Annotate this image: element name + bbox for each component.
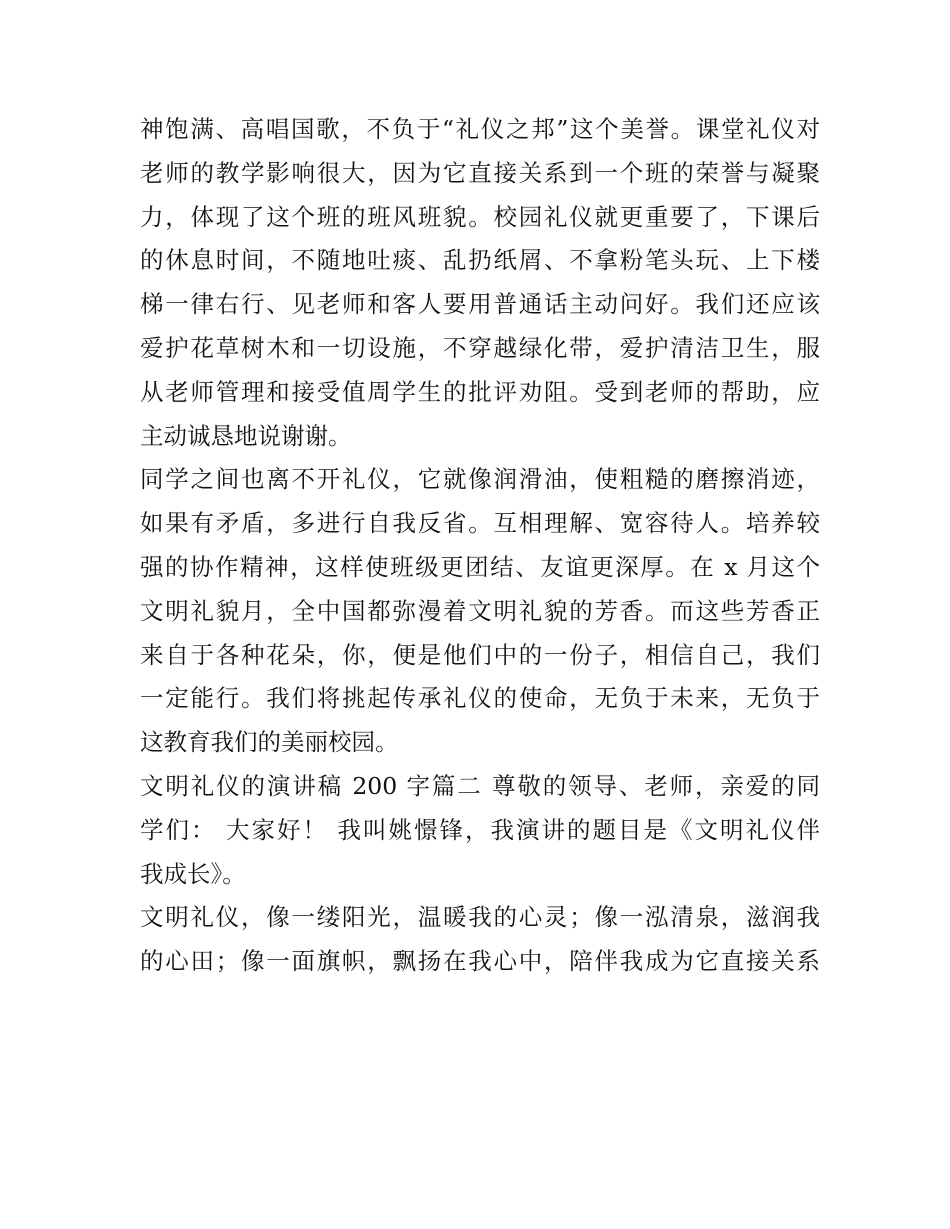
text-line: 强的协作精神，这样使班级更团结、友谊更深厚。在 x 月这个 (140, 552, 820, 581)
text-line: 的休息时间，不随地吐痰、乱扔纸屑、不拿粉笔头玩、上下楼 (140, 246, 820, 275)
text-line: 老师的教学影响很大，因为它直接关系到一个班的荣誉与凝聚 (140, 158, 820, 187)
text-line: 从老师管理和接受值周学生的批评劝阻。受到老师的帮助，应 (140, 377, 820, 406)
text-line: 同学之间也离不开礼仪，它就像润滑油，使粗糙的磨擦消迹， (140, 465, 820, 494)
paragraph-4 (140, 896, 820, 984)
text-line: 爱护花草树木和一切设施，不穿越绿化带，爱护清洁卫生，服 (140, 333, 820, 362)
text-line: 这教育我们的美丽校园。 (140, 728, 399, 757)
paragraph-1 (140, 108, 820, 458)
text-line: 的心田；像一面旗帜，飘扬在我心中，陪伴我成为它直接关系 (140, 947, 820, 976)
text-line: 力，体现了这个班的班风班貌。校园礼仪就更重要了，下课后 (140, 202, 820, 231)
text-line: 我成长》。 (140, 859, 246, 888)
paragraph-2 (140, 458, 820, 765)
text-line: 文明礼仪的演讲稿 200 字篇二 尊敬的领导、老师，亲爱的同 (140, 771, 820, 800)
text-line: 神饱满、高唱国歌，不负于“礼仪之邦”这个美誉。课堂礼仪对 (140, 115, 820, 143)
text-line: 来自于各种花朵，你，便是他们中的一份子，相信自己，我们 (140, 640, 820, 669)
text-line: 主动诚恳地说谢谢。 (140, 421, 352, 450)
paragraph-3 (140, 765, 820, 896)
text-line: 学们： 大家好！ 我叫姚憬锋，我演讲的题目是《文明礼仪伴 (140, 815, 820, 844)
text-line: 一定能行。我们将挑起传承礼仪的使命，无负于未来，无负于 (140, 684, 820, 713)
text-line: 如果有矛盾，多进行自我反省。互相理解、宽容待人。培养较 (140, 509, 820, 538)
text-line: 文明礼貌月，全中国都弥漫着文明礼貌的芳香。而这些芳香正 (140, 596, 820, 625)
text-line: 梯一律右行、见老师和客人要用普通话主动问好。我们还应该 (140, 290, 820, 319)
text-line: 文明礼仪，像一缕阳光，温暖我的心灵；像一泓清泉，滋润我 (140, 903, 820, 932)
document-body (140, 108, 820, 984)
